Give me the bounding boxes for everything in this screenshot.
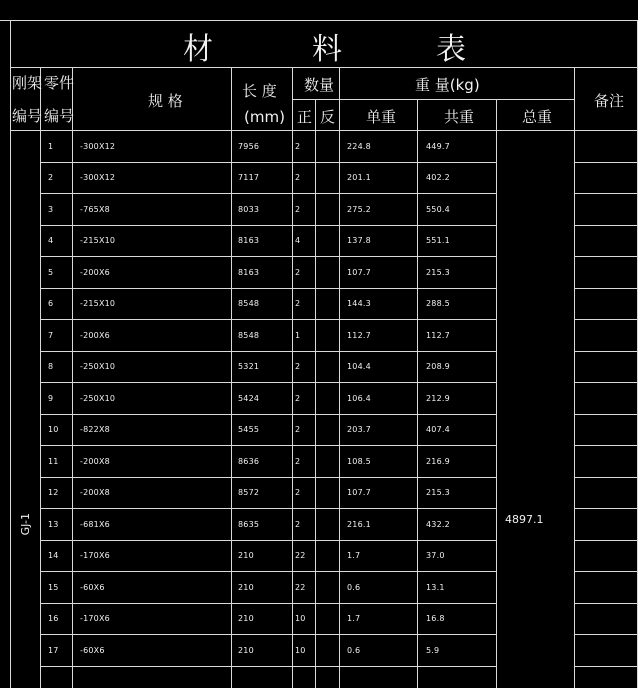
row-divider (40, 225, 496, 226)
row-divider (574, 382, 637, 383)
table-cell-spec: -300X12 (80, 173, 116, 182)
table-cell-len: 5424 (238, 394, 260, 403)
table-cell-sum: 208.9 (426, 362, 450, 371)
table-cell-spec: -170X6 (80, 614, 110, 623)
table-cell-spec: -681X6 (80, 520, 110, 529)
row-divider (574, 540, 637, 541)
table-cell-sum: 215.3 (426, 488, 450, 497)
table-cell-sum: 37.0 (426, 551, 445, 560)
table-cell-spec: -215X10 (80, 236, 116, 245)
col-divider (40, 67, 41, 688)
row-divider (574, 508, 637, 509)
table-cell-spec: -765X8 (80, 205, 110, 214)
row-divider (40, 508, 496, 509)
row-divider (40, 445, 496, 446)
row-divider (574, 288, 637, 289)
table-cell-qty: 1 (295, 331, 301, 340)
row-divider (40, 193, 496, 194)
table-cell-no: 10 (48, 425, 59, 434)
col-divider (231, 67, 232, 688)
table-cell-no: 11 (48, 457, 59, 466)
table-cell-len: 210 (238, 551, 254, 560)
table-cell-unit: 1.7 (347, 551, 361, 560)
table-cell-unit: 201.1 (347, 173, 371, 182)
header-bottom-border (10, 130, 638, 131)
col-divider (72, 67, 73, 688)
table-cell-unit: 0.6 (347, 646, 361, 655)
row-divider (40, 477, 496, 478)
table-cell-sum: 13.1 (426, 583, 445, 592)
row-divider (574, 256, 637, 257)
table-cell-sum: 5.9 (426, 646, 440, 655)
table-cell-sum: 432.2 (426, 520, 450, 529)
table-cell-sum: 449.7 (426, 142, 450, 151)
row-divider (574, 571, 637, 572)
table-cell-unit: 275.2 (347, 205, 371, 214)
row-divider (574, 445, 637, 446)
table-cell-qty: 2 (295, 394, 301, 403)
table-cell-qty: 2 (295, 173, 301, 182)
table-cell-unit: 144.3 (347, 299, 371, 308)
table-cell-unit: 108.5 (347, 457, 371, 466)
table-cell-unit: 137.8 (347, 236, 371, 245)
row-divider (40, 666, 496, 667)
row-divider (574, 193, 637, 194)
table-cell-no: 5 (48, 268, 54, 277)
col-divider (292, 67, 293, 688)
row-divider (40, 414, 496, 415)
header-qty-neg: 反 (320, 108, 336, 126)
table-cell-qty: 2 (295, 488, 301, 497)
col-divider (315, 99, 316, 688)
row-divider (574, 477, 637, 478)
total-weight-value: 4897.1 (505, 513, 544, 526)
table-cell-no: 14 (48, 551, 59, 560)
header-length-unit: (mm) (244, 108, 285, 126)
table-cell-spec: -60X6 (80, 583, 105, 592)
table-cell-len: 8163 (238, 236, 260, 245)
table-cell-sum: 216.9 (426, 457, 450, 466)
table-cell-qty: 22 (295, 551, 306, 560)
col-divider (496, 99, 497, 688)
row-divider (40, 351, 496, 352)
table-cell-spec: -200X6 (80, 331, 110, 340)
table-cell-spec: -170X6 (80, 551, 110, 560)
table-cell-spec: -200X8 (80, 457, 110, 466)
header-spec: 规 格 (148, 92, 183, 110)
table-top-border (0, 20, 638, 21)
header-sub-divider (292, 99, 574, 100)
table-cell-len: 7956 (238, 142, 260, 151)
row-divider (574, 414, 637, 415)
table-cell-sum: 551.1 (426, 236, 450, 245)
table-cell-len: 8635 (238, 520, 260, 529)
left-outer-border (10, 20, 11, 688)
row-divider (40, 319, 496, 320)
row-divider (574, 603, 637, 604)
header-frame-no: 编号 (12, 107, 43, 125)
table-cell-sum: 16.8 (426, 614, 445, 623)
row-divider (40, 288, 496, 289)
table-cell-len: 8033 (238, 205, 260, 214)
header-unit-weight: 单重 (366, 108, 397, 126)
row-divider (574, 225, 637, 226)
table-cell-spec: -200X6 (80, 268, 110, 277)
table-cell-unit: 104.4 (347, 362, 371, 371)
table-cell-len: 8548 (238, 331, 260, 340)
table-cell-qty: 2 (295, 520, 301, 529)
header-total-weight: 总重 (522, 108, 553, 126)
header-weight: 重 量(kg) (415, 76, 480, 94)
frame-id: GJ-1 (19, 513, 32, 536)
col-divider (339, 67, 340, 688)
table-cell-len: 5455 (238, 425, 260, 434)
table-cell-len: 8548 (238, 299, 260, 308)
table-cell-no: 15 (48, 583, 59, 592)
table-cell-unit: 106.4 (347, 394, 371, 403)
table-cell-sum: 288.5 (426, 299, 450, 308)
col-divider (417, 99, 418, 688)
table-cell-qty: 2 (295, 205, 301, 214)
row-divider (40, 382, 496, 383)
table-cell-len: 210 (238, 614, 254, 623)
table-cell-qty: 22 (295, 583, 306, 592)
table-cell-len: 210 (238, 583, 254, 592)
row-divider (574, 319, 637, 320)
table-cell-unit: 216.1 (347, 520, 371, 529)
table-cell-spec: -215X10 (80, 299, 116, 308)
table-cell-qty: 4 (295, 236, 301, 245)
row-divider (574, 162, 637, 163)
header-frame-no: 刚架 (12, 74, 43, 92)
table-cell-no: 13 (48, 520, 59, 529)
row-divider (40, 540, 496, 541)
table-cell-sum: 215.3 (426, 268, 450, 277)
table-cell-len: 8163 (238, 268, 260, 277)
header-remark: 备注 (594, 92, 625, 110)
table-cell-len: 8636 (238, 457, 260, 466)
table-cell-qty: 10 (295, 646, 306, 655)
table-cell-qty: 2 (295, 425, 301, 434)
table-cell-qty: 2 (295, 142, 301, 151)
table-cell-sum: 402.2 (426, 173, 450, 182)
table-cell-no: 16 (48, 614, 59, 623)
table-cell-sum: 407.4 (426, 425, 450, 434)
table-cell-len: 210 (238, 646, 254, 655)
table-cell-spec: -200X8 (80, 488, 110, 497)
row-divider (40, 162, 496, 163)
table-cell-unit: 112.7 (347, 331, 371, 340)
row-divider (40, 571, 496, 572)
header-part-no: 编号 (44, 107, 75, 125)
table-cell-spec: -822X8 (80, 425, 110, 434)
table-cell-no: 8 (48, 362, 54, 371)
row-divider (40, 603, 496, 604)
table-cell-sum: 112.7 (426, 331, 450, 340)
table-cell-no: 4 (48, 236, 54, 245)
table-cell-no: 7 (48, 331, 54, 340)
table-cell-unit: 0.6 (347, 583, 361, 592)
row-divider (574, 666, 637, 667)
header-qty-pos: 正 (297, 108, 313, 126)
col-divider (574, 67, 575, 688)
row-divider (574, 351, 637, 352)
table-cell-spec: -250X10 (80, 362, 116, 371)
table-cell-no: 12 (48, 488, 59, 497)
table-cell-sum: 212.9 (426, 394, 450, 403)
table-cell-unit: 203.7 (347, 425, 371, 434)
table-cell-len: 7117 (238, 173, 260, 182)
table-cell-qty: 2 (295, 457, 301, 466)
header-part-no: 零件 (44, 74, 75, 92)
header-length: 长 度 (242, 82, 277, 100)
row-divider (574, 634, 637, 635)
table-cell-no: 6 (48, 299, 54, 308)
table-title-char: 材 (183, 32, 213, 67)
table-cell-unit: 224.8 (347, 142, 371, 151)
table-cell-len: 8572 (238, 488, 260, 497)
table-cell-spec: -60X6 (80, 646, 105, 655)
table-cell-no: 2 (48, 173, 54, 182)
table-cell-qty: 10 (295, 614, 306, 623)
table-cell-no: 1 (48, 142, 54, 151)
table-cell-qty: 2 (295, 268, 301, 277)
table-title-char: 料 (312, 32, 342, 67)
row-divider (40, 634, 496, 635)
table-cell-no: 17 (48, 646, 59, 655)
table-cell-qty: 2 (295, 299, 301, 308)
row-divider (40, 256, 496, 257)
header-qty: 数量 (304, 76, 335, 94)
table-title-char: 表 (436, 32, 466, 67)
table-cell-sum: 550.4 (426, 205, 450, 214)
header-sum-weight: 共重 (444, 108, 475, 126)
table-cell-qty: 2 (295, 362, 301, 371)
table-cell-unit: 107.7 (347, 268, 371, 277)
table-cell-spec: -300X12 (80, 142, 116, 151)
table-cell-no: 9 (48, 394, 54, 403)
table-cell-len: 5321 (238, 362, 260, 371)
table-cell-unit: 107.7 (347, 488, 371, 497)
table-cell-unit: 1.7 (347, 614, 361, 623)
table-cell-no: 3 (48, 205, 54, 214)
table-cell-spec: -250X10 (80, 394, 116, 403)
